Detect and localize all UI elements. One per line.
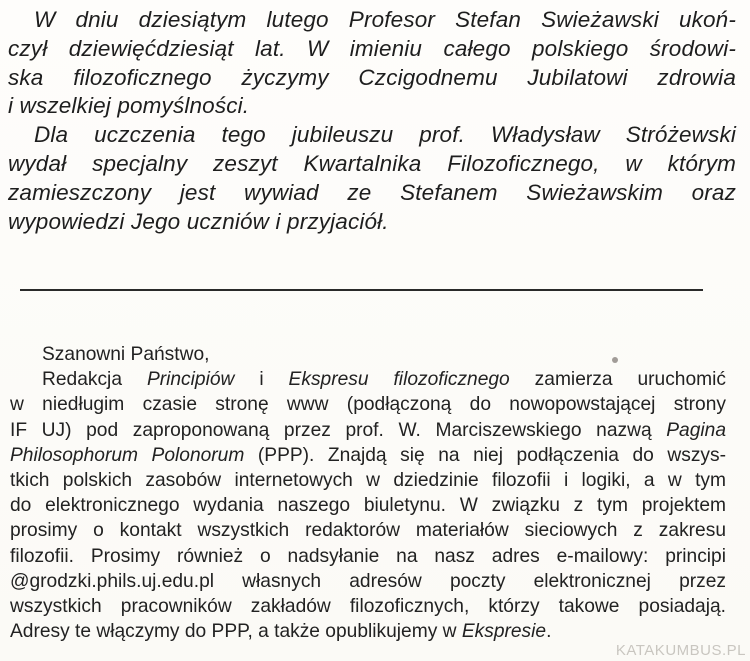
section-divider xyxy=(20,289,703,291)
letter-line: wszystkich pracowników zakładów filozoficznych, którzy takowe posiadają. xyxy=(10,596,726,618)
jubilee-notice xyxy=(8,6,736,236)
text-run: Redakcja xyxy=(42,369,147,391)
letter-line xyxy=(10,418,726,443)
letter-line: tkich polskich zasobów internetowych w dziedzinie filozofii i logiki, a w tym xyxy=(10,470,726,492)
letter-greeting: Szanowni Państwo, xyxy=(42,344,210,365)
journal-title: Principiów xyxy=(146,369,235,391)
notice-line: Dla uczczenia tego jubileuszu prof. Władysław Stróżewski xyxy=(34,122,736,148)
text-run: IF UJ) pod zaproponowaną przez prof. W. Marciszewskiego nazwą xyxy=(10,419,667,441)
letter-line: w niedługim czasie stronę www (podłączoną do nowopowstającej strony xyxy=(10,394,726,416)
site-name: Pagina xyxy=(666,419,726,441)
watermark: KATAKUMBUS.PL xyxy=(615,642,746,659)
notice-line: czył dziewięćdziesiąt lat. W imieniu całego polskiego środowi- xyxy=(8,35,736,61)
letter-line xyxy=(10,367,726,392)
letter-line: do elektronicznego wydania naszego biuletynu. W związku z tym projektem xyxy=(10,495,726,517)
notice-line: W dniu dziesiątym lutego Profesor Stefan Swieżawski ukoń- xyxy=(34,7,736,32)
text-run: (PPP). Znajdą się na niej podłączenia do wszys- xyxy=(244,444,726,466)
text-run: zamierza uruchomić xyxy=(509,369,726,391)
letter-line: @grodzki.phils.uj.edu.pl własnych adresów poczty elektronicznej przez xyxy=(10,570,726,592)
notice-paragraph-1 xyxy=(8,6,736,121)
letter-line xyxy=(10,443,726,468)
notice-line: zamieszczony jest wywiad ze Stefanem Swieżawskim oraz xyxy=(8,179,736,205)
text-run: . xyxy=(546,621,552,643)
journal-title: Ekspresie xyxy=(461,621,547,643)
notice-line: ska filozoficznego życzymy Czcigodnemu Jubilatowi zdrowia xyxy=(8,64,736,90)
letter-line xyxy=(10,619,726,644)
notice-paragraph-2 xyxy=(8,121,736,236)
text-run: i xyxy=(234,369,289,391)
notice-line: wypowiedzi Jego uczniów i przyjaciół. xyxy=(8,208,389,234)
notice-line: wydał specjalny zeszyt Kwartalnika Filozoficznego, w którym xyxy=(8,150,736,176)
letter-body xyxy=(10,342,726,644)
site-name: Philosophorum Polonorum xyxy=(10,444,245,466)
letter-line: prosimy o kontakt wszystkich redaktorów materiałów sieciowych z zakresu xyxy=(10,520,726,542)
text-run: Adresy te włączymy do PPP, a także opublikujemy w xyxy=(10,621,462,643)
editorial-letter xyxy=(10,342,726,644)
letter-line: filozofii. Prosimy również o nadsyłanie na nasz adres e-mailowy: principi xyxy=(10,545,726,567)
notice-line: i wszelkiej pomyślności. xyxy=(8,93,250,119)
journal-title: Ekspresu filozoficznego xyxy=(288,369,510,391)
